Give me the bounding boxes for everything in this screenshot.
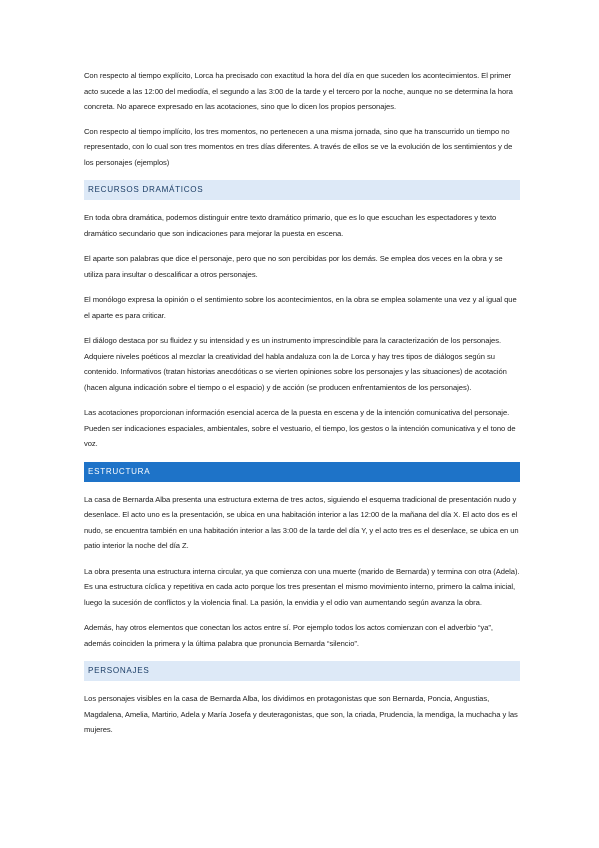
paragraph-tiempo-implicito: Con respecto al tiempo implícito, los tres momentos, no pertenecen a una misma jornada, sino que ha transcurrido un tiempo no representado, con lo cual son tres momentos en tres días diferentes. A través de ellos se ve la evolución de los sentimientos y de los personajes (ejemplos)	[84, 126, 513, 167]
paragraph-elementos-conectores: Además, hay otros elementos que conectan los actos entre sí. Por ejemplo todos los actos comienzan con el adverbio “ya”, además coinciden la primera y la última palabra que pronuncia Bernarda “silencio”.	[84, 623, 493, 648]
paragraph-personajes: Los personajes visibles en la casa de Bernarda Alba, los dividimos en protagonistas que son Bernarda, Poncia, Angustias, Magdalena, Amelia, Martirio, Adela y María Josefa y deuteragonistas, que son, la criada, Prudencia, la mendiga, la muchacha y las mujeres.	[84, 694, 518, 734]
paragraph-estructura-interna: La obra presenta una estructura interna circular, ya que comienza con una muerte (marido de Bernarda) y termina con otra (Adela). Es una estructura cíclica y repetitiva en cada acto porque los tres presentan el mismo movimiento interno, primero la calma inicial, luego la sucesión de conflictos y la violencia final. La pasión, la envidia y el odio van aumentando según avanza la obra.	[84, 566, 520, 607]
paragraph-aparte: El aparte son palabras que dice el personaje, pero que no son percibidas por los demás. Se emplea dos veces en la obra y se utiliza para insultar o descalificar a otros personajes.	[84, 254, 503, 279]
paragraph-texto-dramatico: En toda obra dramática, podemos distinguir entre texto dramático primario, que es lo que escuchan les espectadores y texto dramático secundario que son indicaciones para mejorar la puesta en escena.	[84, 213, 497, 238]
paragraph-monologo: El monólogo expresa la opinión o el sentimiento sobre los acontecimientos, en la obra se emplea solamente una vez y al igual que el aparte es para criticar.	[84, 295, 517, 320]
paragraph-tiempo-explicito: Con respecto al tiempo explícito, Lorca ha precisado con exactitud la hora del día en que suceden los acontecimientos. El primer acto sucede a las 12:00 del mediodía, el segundo a las 3:00 de la tarde y el tercero por la noche, aunque no se determina la hora concreta. No aparece expresado en las acotaciones, sino que lo dicen los propios personajes.	[84, 71, 513, 111]
paragraph-dialogo: El diálogo destaca por su fluidez y su intensidad y es un instrumento imprescindible para la caracterización de los personajes. Adquiere niveles poéticos al mezclar la creatividad del habla andaluza con la de Lorca y hay tres tipos de diálogos según su contenido. Informativos (tratan historias anecdóticas o se vierten opiniones sobre los personajes y las situaciones) de acotación (hacen alguna indicación sobre el tiempo o el espacio) y de acción (se producen enfrentamientos de los personajes).	[84, 336, 507, 392]
section-heading-estructura: ESTRUCTURA	[84, 462, 520, 482]
section-heading-personajes: PERSONAJES	[84, 661, 520, 681]
page-content	[84, 68, 520, 748]
paragraph-acotaciones: Las acotaciones proporcionan información esencial acerca de la puesta en escena y de la intención comunicativa del personaje. Pueden ser indicaciones espaciales, ambientales, sobre el vestuario, el tiempo, los gestos o la intención comunicativa y el tono de voz.	[84, 408, 516, 448]
paragraph-estructura-externa: La casa de Bernarda Alba presenta una estructura externa de tres actos, siguiendo el esquema tradicional de presentación nudo y desenlace. El acto uno es la presentación, se ubica en una habitación interior a las 12:00 de la mañana del día X. El acto dos es el nudo, se encuentra también en una habitación interior a las 3:00 de la tarde del día Y, y el acto tres es el desenlace, se ubica en un patio interior la noche del día Z.	[84, 494, 519, 550]
section-heading-recursos: RECURSOS DRAMÁTICOS	[84, 180, 520, 200]
